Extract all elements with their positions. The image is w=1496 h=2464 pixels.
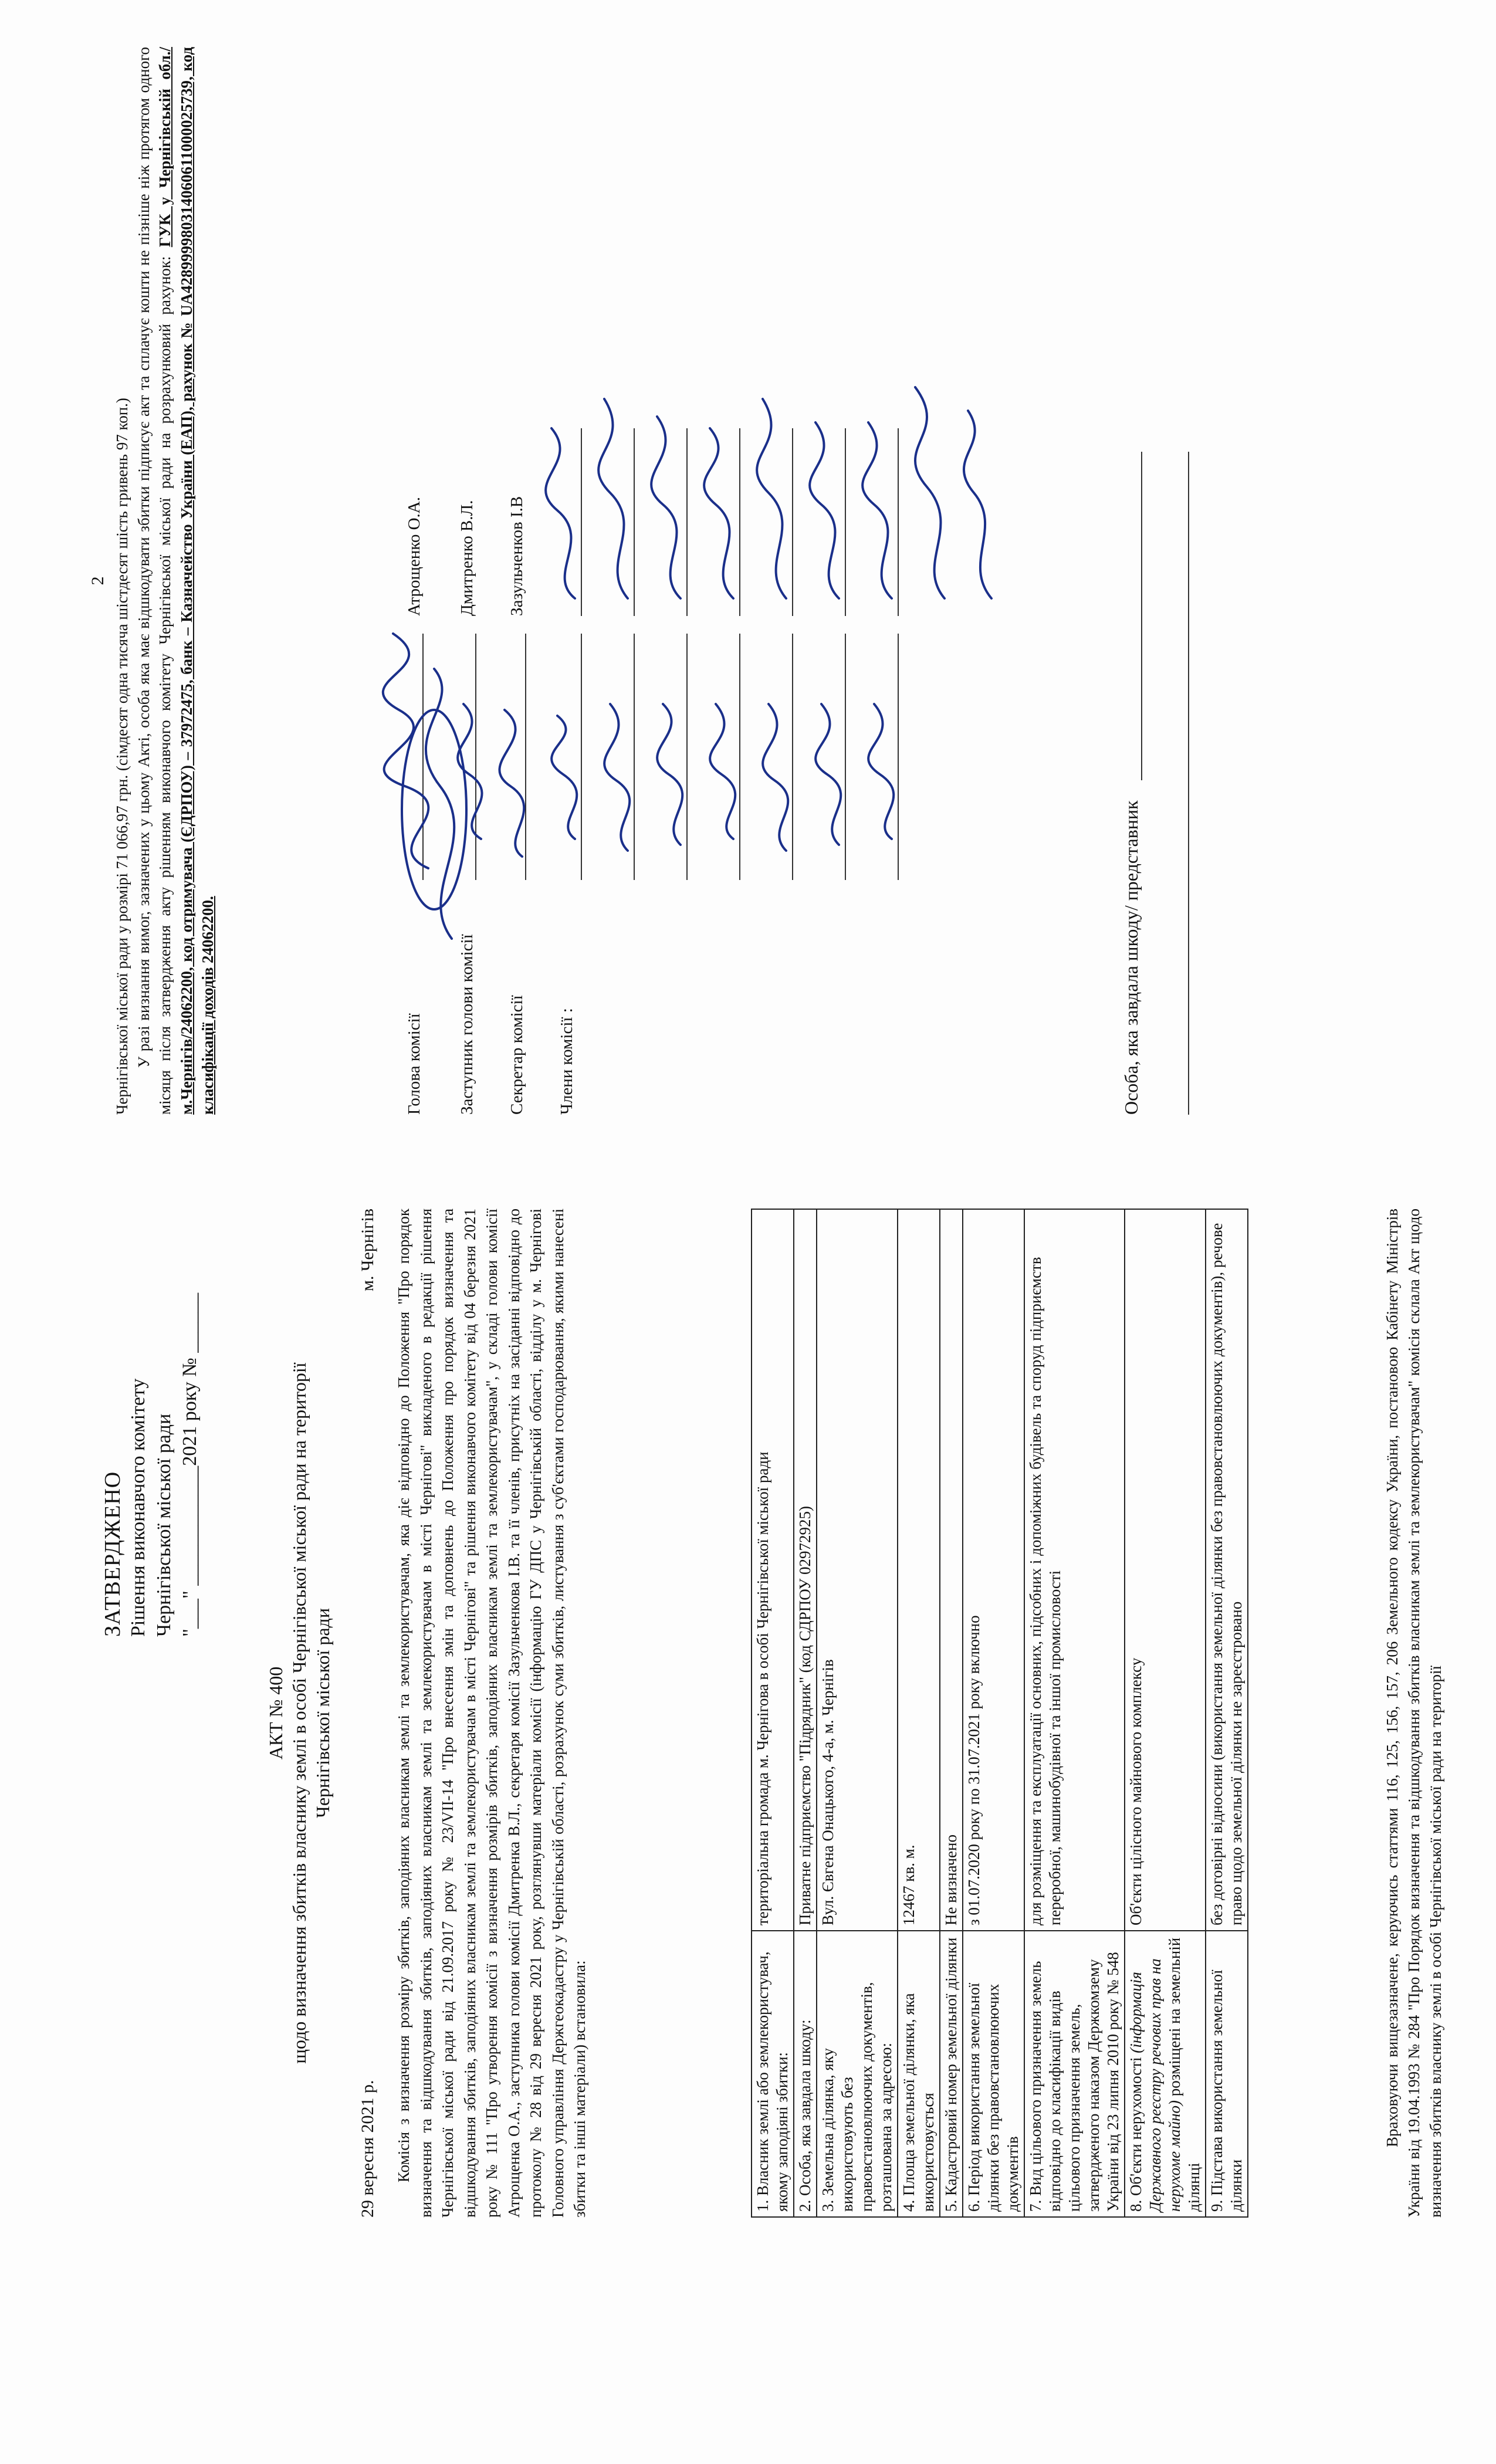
intro-paragraph: Комісія з визначення розміру збитків, заподіяних власникам землі та землекористувачам, яка діє відповідно до Положення "Про порядок визначення та відшкодування збитків, заподіяних власникам землі та землекористувачам в місті Чернігові" викладеного в редакції рішення Чернігівської міської ради від 21.09.2017 року № 23/VII-14 "Про внесення змін та доповнень до Положення про порядок визначення та відшкодування збитків, заподіяних власникам землі та землекористувачам в місті Чернігові" та рішення виконавчого комітету від 04 березня 2021 року № 111 "Про утворення комісії з визначення розмірів збитків, заподіяних власникам землі та землекористувачам", у складі голови комісії Атрощенка О.А., заступника голови комісії Дмитренка В.Л., секретаря комісії Зазульченкова І.В. та її членів, присутніх на засіданні відповідно до протоколу № 28 від 29 вересня 2021 року, розглянувши матеріали комісії (інформацію ГУ ДПС у Чернігівській області, відділу у м. Чернігові Головного управління Держгеокадастру у Чернігівській області, розрахунок суми збитків, листування з суб'єктами господарювання, якими нанесені збитки та інші матеріали) встановила:: [395, 1209, 588, 2218]
question-end: розміщені на земельній ділянці: [1166, 1937, 1203, 2212]
table-question: 2. Особа, яка завдала шкоду:: [794, 1931, 817, 2217]
page-2: [88, 47, 1484, 1115]
act-subtitle-2: Чернігівської міської ради: [312, 1608, 333, 1818]
closing-paragraph: Враховуючи вищезазначене, керуючись статтями 116, 125, 156, 157, 206 Земельного кодексу України, постановою Кабінету Міністрів України від 19.04.1993 № 284 "Про Порядок визначення та відшкодування збитків власникам землі та землекористувачам" комісія склала Акт щодо визначення збитків власнику землі в особі Чернігівської міської ради на території: [1383, 1209, 1444, 2218]
page-number: 2: [88, 576, 107, 585]
table-row: [898, 1209, 940, 2217]
table-answer: без договірні відносини (використання земельної ділянки без правовстановлюючих документів), речове право щодо земельної ділянки не зареєстровано: [1206, 1209, 1248, 1931]
approved-line-3: "___" ____________2021 року № ______: [179, 1292, 201, 1637]
table-question: 4. Площа земельної ділянки, яка використовується: [898, 1931, 940, 2217]
approved-heading: ЗАТВЕРДЖЕНО: [100, 1471, 125, 1637]
secretary-name: Зазульченков І.В: [507, 496, 526, 616]
responsible-person-label: Особа, яка завдала шкоду/ представник: [1121, 800, 1142, 1115]
payment-details: ГУК у Чернігівській обл./м.Чернігів/24062200, код отримувача (ЄДРПОУ) – 37972475, банк – Казначейство України (ЕАП), рахунок № UA428999980314060611000025739, код класифікації доходів 24062200.: [156, 47, 216, 1115]
table-question: 9. Підстава використання земельної ділянки: [1206, 1931, 1248, 2217]
members-label: Члени комісії :: [557, 1008, 576, 1115]
act-title: АКТ № 400: [265, 1666, 286, 1760]
table-row: [963, 1209, 1024, 2217]
table-answer: Не визначено: [940, 1209, 963, 1931]
table-row: [1125, 1209, 1206, 2217]
table-question: 5. Кадастровий номер земельної ділянки: [940, 1931, 963, 2217]
payment-intro: У разі визнання вимог, зазначених у цьому Акті, особа яка має відшкодувати збитки підписує акт та сплачує кошти не пізніше ніж протягом одного місяця після затвердження акту рішенням виконавчого комітету Чернігівської міської ради на розрахунковий рахунок:: [134, 47, 174, 1115]
details-table: [751, 1209, 1248, 2218]
table-answer: Об'єкти цілісного майнового комплексу: [1125, 1209, 1206, 1931]
table-question: 1. Власник землі або землекористувач, якому заподіяні збитки:: [752, 1931, 794, 2217]
signature-block: [381, 47, 1027, 1115]
table-row: [817, 1209, 898, 2217]
secretary-label: Секретар комісії: [507, 995, 526, 1115]
table-answer: для розміщення та експлуатації основних, підсобних і допоміжних будівель та споруд підприємств переробної, машинобудівної та іншої промисловості: [1024, 1209, 1125, 1931]
page-1: [88, 1185, 1484, 2241]
table-answer: з 01.07.2020 року по 31.07.2021 року включно: [963, 1209, 1024, 1931]
payment-paragraph: [133, 47, 219, 1115]
table-answer: Вул. Євгена Онацького, 4-а, м. Чернігів: [817, 1209, 898, 1931]
table-answer: Приватне підприємство "Підрядник" (код СДРПОУ 02972925): [794, 1209, 817, 1931]
approved-line-2: Чернігівської міської ради: [153, 1413, 175, 1637]
head-name: Атрощенко О.А.: [405, 497, 424, 616]
act-city: м. Чернігів: [358, 1209, 377, 1291]
table-question: 6. Період використання земельної ділянки без правовстановлюючих документів: [963, 1931, 1024, 2217]
responsible-signature-line: [1141, 452, 1142, 780]
table-row: [1206, 1209, 1248, 2217]
page-2-text: [111, 47, 219, 1115]
head-label: Голова комісії: [405, 1013, 424, 1115]
table-question: 3. Земельна ділянка, яку використовують без правовстановлюючих документів, розташована за адресою:: [817, 1931, 898, 2217]
act-date: 29 вересня 2021 р.: [358, 2080, 377, 2218]
question-text: 8. Об'єкти нерухомості: [1127, 2057, 1145, 2212]
table-answer: територіальна громада м. Чернігова в особі Чернігівської міської ради: [752, 1209, 794, 1931]
amount-paragraph: Чернігівської міської ради у розмірі 71 066,97 грн. (сімдесят одна тисяча шістдесят шість гривень 97 коп.): [113, 398, 131, 1115]
table-row: [1024, 1209, 1125, 2217]
act-title-block: [264, 1185, 334, 2241]
table-question: 7. Вид цільового призначення земель відповідно до класифікації видів цільового призначення земель, затвердженого наказом Держкомзему України від 23 липня 2010 року № 548: [1024, 1931, 1125, 2217]
act-subtitle-1: щодо визначення збитків власнику землі в особі Чернігівської міської ради на території: [289, 1362, 310, 2064]
table-question: [1125, 1931, 1206, 2217]
deputy-label: Заступник голови комісії: [458, 934, 476, 1115]
table-row: [752, 1209, 794, 2217]
table-answer: 12467 кв. м.: [898, 1209, 940, 1931]
deputy-name: Дмитренко В.Л.: [458, 500, 476, 616]
question-note: (інформація Державного реєстру речових прав на нерухоме майно): [1127, 1958, 1183, 2212]
approval-stamp: [100, 1191, 203, 1637]
table-row: [940, 1209, 963, 2217]
date-row: [358, 1209, 378, 2218]
table-row: [794, 1209, 817, 2217]
handwritten-signatures: [381, 47, 1027, 1115]
responsible-name-line: [1188, 452, 1189, 1115]
approved-line-1: Рішення виконавчого комітету: [127, 1378, 149, 1637]
